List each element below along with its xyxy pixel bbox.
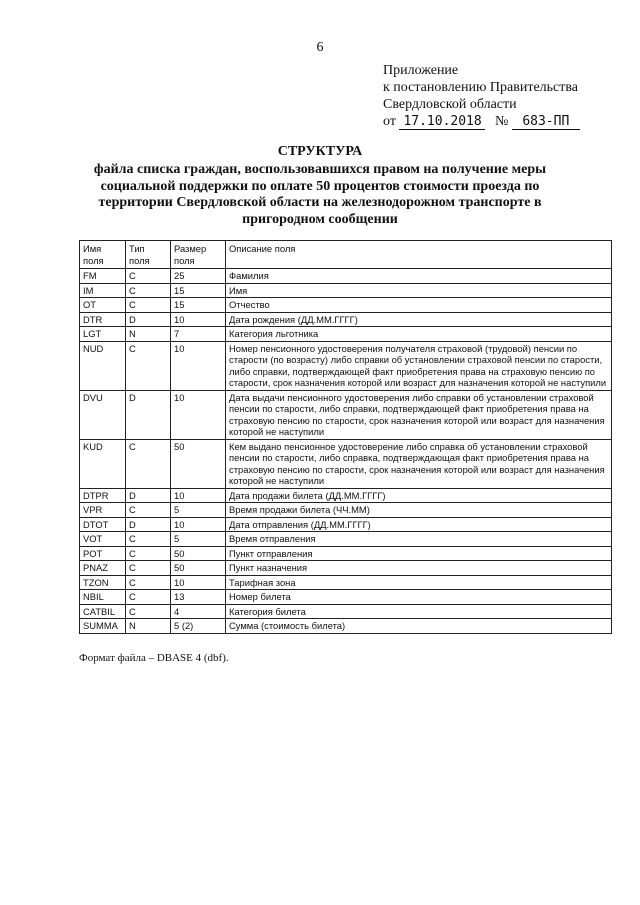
field-name-cell: LGT: [80, 327, 126, 342]
field-size-cell: 13: [171, 590, 226, 605]
field-size-cell: 10: [171, 341, 226, 390]
field-name-cell: OT: [80, 298, 126, 313]
field-type-cell: C: [126, 546, 171, 561]
table-row: [80, 312, 612, 327]
decree-number: 683-ПП: [512, 115, 580, 130]
table-row: [80, 619, 612, 634]
field-name-cell: VPR: [80, 503, 126, 518]
field-type-cell: C: [126, 532, 171, 547]
field-description-cell: Дата продажи билета (ДД.ММ.ГГГГ): [226, 488, 612, 503]
field-description-cell: Имя: [226, 283, 612, 298]
field-type-cell: D: [126, 390, 171, 439]
appendix-block: [383, 62, 580, 130]
field-size-cell: 4: [171, 604, 226, 619]
field-type-cell: C: [126, 561, 171, 576]
appendix-line: к постановлению Правительства: [383, 80, 579, 95]
field-type-cell: C: [126, 590, 171, 605]
field-description-cell: Кем выдано пенсионное удостоверение либо справка об установлении страховой пенсии по старости, либо справка, подтверждающая факт приобретения права на страховую пенсию по старости, срок назначения которой или возраст для назначения которой не наступили: [226, 439, 612, 488]
header-cell: Имя поля: [80, 241, 126, 269]
field-size-cell: 15: [171, 298, 226, 313]
table-row: [80, 327, 612, 342]
field-size-cell: 10: [171, 312, 226, 327]
table-row: [80, 546, 612, 561]
table-row: [80, 503, 612, 518]
field-type-cell: D: [126, 312, 171, 327]
field-description-cell: Категория льготника: [226, 327, 612, 342]
field-name-cell: IM: [80, 283, 126, 298]
field-type-cell: N: [126, 327, 171, 342]
field-name-cell: KUD: [80, 439, 126, 488]
page-number: 6: [316, 40, 324, 55]
field-size-cell: 50: [171, 546, 226, 561]
field-name-cell: VOT: [80, 532, 126, 547]
field-description-cell: Категория билета: [226, 604, 612, 619]
field-name-cell: NBIL: [80, 590, 126, 605]
field-type-cell: C: [126, 341, 171, 390]
field-type-cell: C: [126, 503, 171, 518]
table-row: [80, 439, 612, 488]
field-description-cell: Номер билета: [226, 590, 612, 605]
field-name-cell: NUD: [80, 341, 126, 390]
field-description-cell: Фамилия: [226, 269, 612, 284]
header-cell: Тип поля: [126, 241, 171, 269]
field-size-cell: 10: [171, 390, 226, 439]
table-row: [80, 532, 612, 547]
field-name-cell: DVU: [80, 390, 126, 439]
field-size-cell: 10: [171, 575, 226, 590]
field-description-cell: Дата выдачи пенсионного удостоверения либо справки об установлении страховой пенсии по старости, либо справки, подтверждающей факт приобретения права на страховую пенсию по старости, срок назначения которой или возраст для назначения которой не наступили: [226, 390, 612, 439]
field-type-cell: C: [126, 269, 171, 284]
field-description-cell: Тарифная зона: [226, 575, 612, 590]
table-row: [80, 590, 612, 605]
document-subtitle: файла списка граждан, воспользовавшихся правом на получение меры социальной поддержки по оплате 50 процентов стоимости проезда по территории Свердловской области на железнодорожном транспорте в пригородном сообщении: [93, 162, 547, 227]
field-size-cell: 15: [171, 283, 226, 298]
field-type-cell: C: [126, 283, 171, 298]
field-type-cell: C: [126, 604, 171, 619]
table-body: [80, 269, 612, 634]
document-title: СТРУКТУРА: [277, 144, 363, 159]
field-size-cell: 25: [171, 269, 226, 284]
field-name-cell: CATBIL: [80, 604, 126, 619]
field-description-cell: Номер пенсионного удостоверения получателя страховой (трудовой) пенсии по старости (по возрасту) либо справки об установлении страховой пенсии по старости, либо справки, подтверждающей факт приобретения права на страховую пенсию по старости, срок назначения которой или возраст для назначения которой не наступили: [226, 341, 612, 390]
field-name-cell: FM: [80, 269, 126, 284]
field-size-cell: 5 (2): [171, 619, 226, 634]
field-name-cell: TZON: [80, 575, 126, 590]
field-name-cell: DTPR: [80, 488, 126, 503]
field-name-cell: SUMMA: [80, 619, 126, 634]
file-format-note: Формат файла – DBASE 4 (dbf).: [79, 652, 229, 664]
table-header-row: [80, 241, 612, 269]
table-row: [80, 561, 612, 576]
field-name-cell: PNAZ: [80, 561, 126, 576]
appendix-line: Приложение: [383, 63, 459, 78]
table-row: [80, 283, 612, 298]
field-size-cell: 7: [171, 327, 226, 342]
field-size-cell: 10: [171, 488, 226, 503]
decree-date: 17.10.2018: [399, 115, 485, 130]
field-type-cell: C: [126, 298, 171, 313]
field-description-cell: Дата рождения (ДД.ММ.ГГГГ): [226, 312, 612, 327]
number-prefix: №: [494, 114, 509, 129]
field-description-cell: Дата отправления (ДД.ММ.ГГГГ): [226, 517, 612, 532]
field-description-cell: Пункт назначения: [226, 561, 612, 576]
table-row: [80, 575, 612, 590]
table-row: [80, 390, 612, 439]
field-size-cell: 50: [171, 561, 226, 576]
appendix-date-line: [383, 113, 580, 130]
fields-table: [79, 240, 612, 634]
field-size-cell: 5: [171, 503, 226, 518]
field-name-cell: DTOT: [80, 517, 126, 532]
field-size-cell: 5: [171, 532, 226, 547]
field-type-cell: D: [126, 517, 171, 532]
table-row: [80, 488, 612, 503]
field-size-cell: 10: [171, 517, 226, 532]
field-type-cell: C: [126, 575, 171, 590]
field-type-cell: C: [126, 439, 171, 488]
field-type-cell: N: [126, 619, 171, 634]
field-description-cell: Отчество: [226, 298, 612, 313]
field-size-cell: 50: [171, 439, 226, 488]
table-row: [80, 269, 612, 284]
table-row: [80, 298, 612, 313]
field-name-cell: DTR: [80, 312, 126, 327]
table-row: [80, 517, 612, 532]
header-cell: Описание поля: [226, 241, 612, 269]
field-name-cell: POT: [80, 546, 126, 561]
field-description-cell: Пункт отправления: [226, 546, 612, 561]
field-description-cell: Сумма (стоимость билета): [226, 619, 612, 634]
field-type-cell: D: [126, 488, 171, 503]
appendix-line: Свердловской области: [383, 97, 517, 112]
header-cell: Размер поля: [171, 241, 226, 269]
field-description-cell: Время отправления: [226, 532, 612, 547]
date-prefix: от: [383, 114, 396, 129]
table-row: [80, 604, 612, 619]
table-row: [80, 341, 612, 390]
field-description-cell: Время продажи билета (ЧЧ.ММ): [226, 503, 612, 518]
